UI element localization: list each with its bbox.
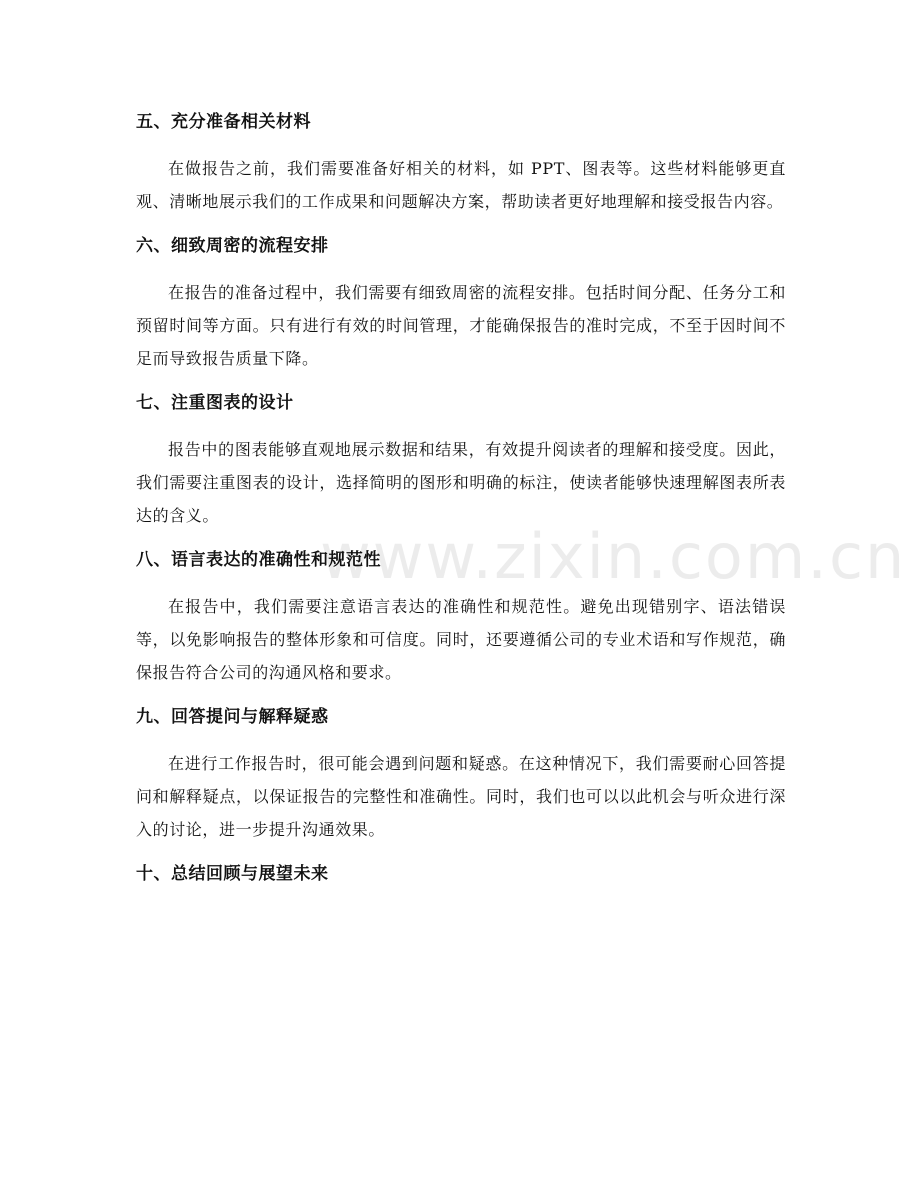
section-heading: 九、回答提问与解释疑惑 — [136, 707, 329, 727]
section-paragraph: 在进行工作报告时，很可能会遇到问题和疑惑。在这种情况下，我们需要耐心回答提问和解释疑点，以保证报告的完整性和准确性。同时，我们也可以以此机会与听众进行深入的讨论，进一步提升沟通效果。 — [136, 754, 786, 839]
section-paragraph: 在报告中，我们需要注意语言表达的准确性和规范性。避免出现错别字、语法错误等，以免影响报告的整体形象和可信度。同时，还要遵循公司的专业术语和写作规范，确保报告符合公司的沟通风格和要求。 — [136, 597, 786, 682]
section-8 — [136, 542, 786, 689]
watermark: www.zixin.com.cn — [320, 520, 907, 593]
section-paragraph: 在报告的准备过程中，我们需要有细致周密的流程安排。包括时间分配、任务分工和预留时间等方面。只有进行有效的时间管理，才能确保报告的准时完成，不至于因时间不足而导致报告质量下降。 — [136, 283, 786, 368]
section-6 — [136, 228, 786, 375]
section-heading: 五、充分准备相关材料 — [136, 112, 311, 132]
section-heading: 八、语言表达的准确性和规范性 — [136, 550, 381, 570]
section-10 — [136, 856, 786, 892]
section-9 — [136, 699, 786, 846]
section-heading: 十、总结回顾与展望未来 — [136, 864, 329, 884]
section-paragraph: 在做报告之前，我们需要准备好相关的材料，如 PPT、图表等。这些材料能够更直观、清晰地展示我们的工作成果和问题解决方案，帮助读者更好地理解和接受报告内容。 — [136, 159, 786, 211]
section-heading: 六、细致周密的流程安排 — [136, 236, 329, 256]
section-paragraph: 报告中的图表能够直观地展示数据和结果，有效提升阅读者的理解和接受度。因此，我们需要注重图表的设计，选择简明的图形和明确的标注，使读者能够快速理解图表所表达的含义。 — [136, 440, 786, 525]
section-7 — [136, 385, 786, 532]
document-page — [136, 104, 786, 892]
section-heading: 七、注重图表的设计 — [136, 393, 294, 413]
section-5 — [136, 104, 786, 218]
